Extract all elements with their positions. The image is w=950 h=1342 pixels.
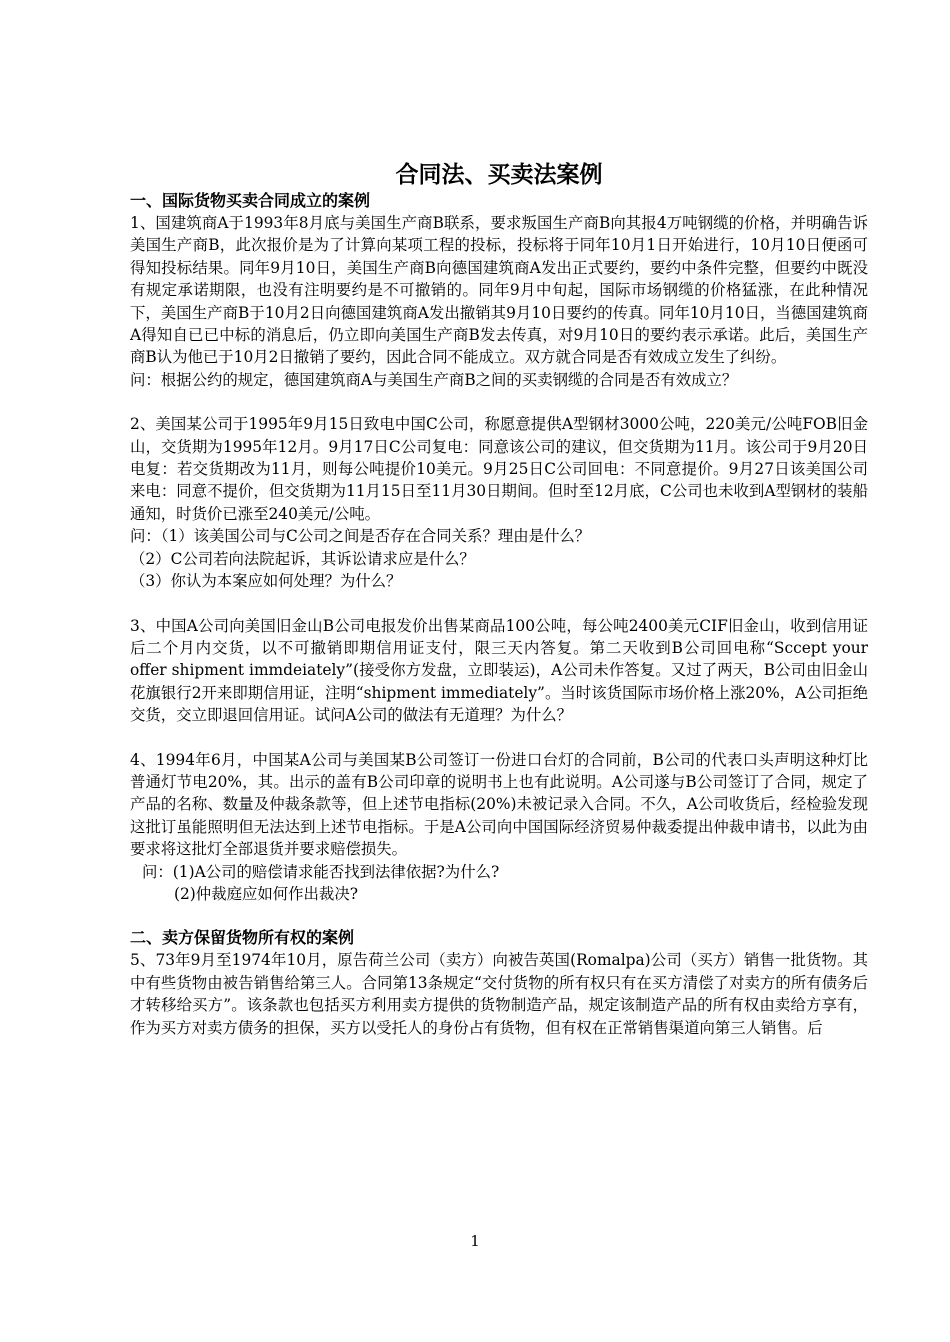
case-2-question-2: （2）C公司若向法院起诉，其诉讼请求应是什么？ — [130, 549, 475, 568]
case-4-question-2: (2)仲裁庭应如何作出裁决? — [174, 884, 358, 903]
case-2-question-3: （3）你认为本案应如何处理？为什么？ — [130, 572, 402, 591]
case-5-text: 5、73年9月至1974年10月，原告荷兰公司（卖方）向被告英国(Romalpa)公司（买方）销售一批货物。其中有些货物由被告销售给第三人。合同第13条规定“交付货物的所有权只有在买方清偿了对卖方的所有债务后才转移给买方”。该条款也包括买方利用卖方提供的货物制造产品，规定该制造产品的所有权由卖给方享有，作为买方对卖方债务的担保，买方以受托人的身份占有货物，但有权在正常销售渠道向第三人销售。后 — [130, 951, 868, 1037]
case-1-question: 问：根据公约的规定，德国建筑商A与美国生产商B之间的买卖钢缆的合同是否有效成立？ — [130, 370, 738, 389]
spacer — [130, 391, 868, 413]
spacer — [130, 905, 868, 927]
case-2-question-1: 问：（1）该美国公司与C公司之间是否存在合同关系？理由是什么？ — [130, 527, 591, 546]
spacer — [130, 727, 868, 749]
case-2-text: 2、美国某公司于1995年9月15日致电中国C公司，称愿意提供A型钢材3000公吨，220美元/公吨FOB旧金山，交货期为1995年12月。9月17日C公司复电：同意该公司的建议，但交货期为11月。该公司于9月20日电复：若交货期改为11月，则每公吨提价10美元。9月25日C公司回电：不同意提价。9月27日该美国公司来电：同意不提价，但交货期为11月15日至11月30日期间。但时至12月底，C公司也未收到A型钢材的装船通知，时货价已涨至240美元/公吨。 — [130, 415, 868, 523]
document-title: 合同法、买卖法案例 — [395, 162, 603, 188]
section-heading-2: 二、卖方保留货物所有权的案例 — [130, 928, 355, 948]
section-heading-1: 一、国际货物买卖合同成立的案例 — [130, 191, 371, 210]
case-4-text: 4、1994年6月，中国某A公司与美国某B公司签订一份进口台灯的合同前，B公司的代表口头声明这种灯比普通灯节电20%，其。出示的盖有B公司印章的说明书上也有此说明。A公司遂与B公司签订了合同，规定了产品的名称、数量及仲裁条款等，但上述节电指标(20%)未被记录入合同。不久，A公司收货后，经检验发现这批订虽能照明但无法达到上述节电指标。于是A公司向中国国际经济贸易仲裁委提出仲裁申请书，以此为由要求将这批灯全部退货并要求赔偿损失。 — [130, 750, 868, 859]
case-1-text: 1、国建筑商A于1993年8月底与美国生产商B联系，要求叛国生产商B向其报4万吨钢缆的价格，并明确告诉美国生产商B，此次报价是为了计算向某项工程的投标，投标将于同年10月1日开始进行，10月10日便函可得知投标结果。同年9月10日，美国生产商B向德国建筑商A发出正式要约，要约中条件完整，但要约中既没有规定承诺期限，也没有注明要约是不可撤销的。同年9月中旬起，国际市场钢缆的价格猛涨，在此种情况下，美国生产商B于10月2日向德国建筑商A发出撤销其9月10日要约的传真。同年10月10日，当德国建筑商A得知自已已中标的消息后，仍立即向美国生产商B发去传真，对9月10日的要约表示承诺。此后，美国生产商B认为他已于10月2日撤销了要约，因此合同不能成立。双方就合同是否有效成立发生了纠纷。 — [130, 214, 868, 367]
case-3-text: 3、中国A公司向美国旧金山B公司电报发价出售某商品100公吨，每公吨2400美元CIF旧金山，收到信用证后二个月内交货，以不可撤销即期信用证支付，限三天内答复。第二天收到B公司回电称“Sccept your offer shipment immdeiately”(接受你方发盘，立即装运)，A公司未作答复。又过了两天，B公司由旧金山花旗银行2开来即期信用证，注明“shipment immediately”。当时该货国际市场价格上涨20%，A公司拒绝交货，交立即退回信用证。试问A公司的做法有无道理？为什么？ — [130, 616, 868, 725]
case-4-question-1: 问：(1)A公司的赔偿请求能否找到法律依据?为什么? — [142, 862, 500, 881]
page-number: 1 — [470, 1232, 480, 1250]
document-page — [130, 160, 868, 1039]
spacer — [130, 593, 868, 615]
